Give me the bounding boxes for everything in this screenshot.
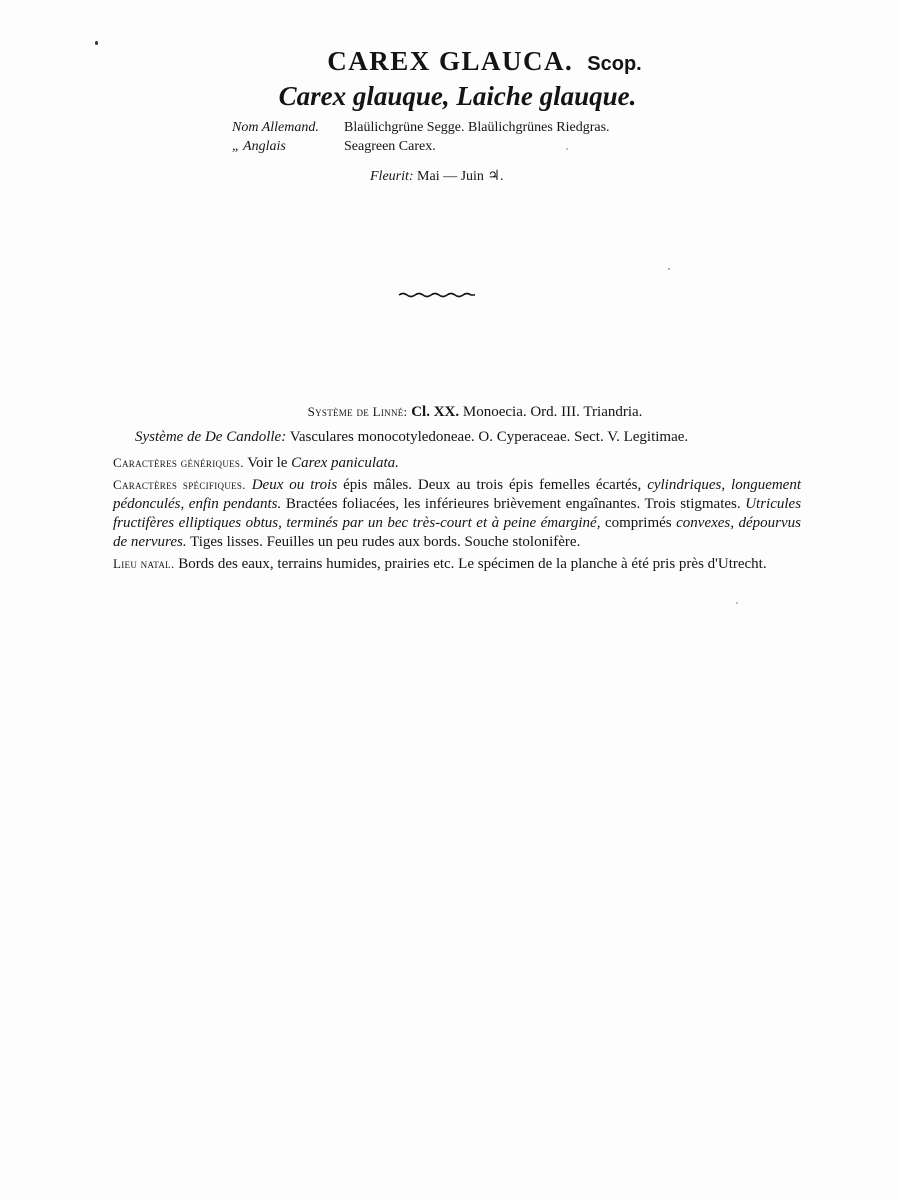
- common-name-label: Nom Allemand.: [232, 120, 319, 135]
- flowering-label: Fleurit:: [370, 169, 414, 184]
- decandolle-value: Vasculares monocotyledoneae. O. Cyperaceae. Sect. V. Legitimae.: [289, 429, 689, 445]
- common-name-value: Blaülichgrüne Segge. Blaülichgrünes Riedgras.: [344, 120, 610, 135]
- scan-speck: [736, 602, 738, 604]
- common-name-row-german: [232, 118, 610, 137]
- habitat-text: Bords des eaux, terrains humides, prairies etc. Le spécimen de la planche à été pris près d'Utrecht.: [178, 556, 767, 572]
- species-title: CAREX GLAUCA.: [327, 46, 574, 76]
- generic-species-ref: Carex paniculata.: [291, 455, 399, 471]
- linne-system: [149, 402, 801, 422]
- common-name-value: Seagreen Carex.: [344, 139, 436, 154]
- decandolle-system: [113, 428, 801, 447]
- common-name-row-english: [232, 137, 610, 156]
- scan-speck: [668, 268, 670, 270]
- specific-label: Caractères spécifiques.: [113, 477, 246, 492]
- habitat-label: Lieu natal.: [113, 556, 175, 571]
- specific-text-italic: cylindriques, longuement pédonculés, enfin pendants.: [113, 477, 802, 512]
- generic-characters: [113, 453, 801, 473]
- species-author: Scop.: [587, 53, 642, 75]
- specific-characters: [113, 475, 801, 552]
- title-line: [0, 46, 899, 77]
- description-body: [113, 402, 801, 574]
- scan-speck: [95, 41, 98, 45]
- linne-order: Monoecia. Ord. III. Triandria.: [462, 404, 643, 420]
- generic-text: Voir le: [247, 455, 288, 471]
- specific-text: Tiges lisses. Feuilles un peu rudes aux bords. Souche stolonifère.: [190, 534, 581, 550]
- ornamental-divider: [398, 291, 476, 299]
- common-names: [232, 118, 610, 156]
- specific-text: épis mâles. Deux au trois épis femelles écartés,: [343, 477, 642, 493]
- linne-label: Système de Linné:: [307, 404, 408, 419]
- specific-text-italic: convexes, dépourvus de nervures.: [113, 515, 801, 550]
- common-name-label: „ Anglais: [232, 139, 286, 154]
- french-name: Carex glauque, Laiche glauque.: [278, 81, 637, 111]
- flowering-period: [370, 168, 504, 185]
- specific-text: Bractées foliacées, les inférieures brièvement engaînantes. Trois stigmates.: [285, 496, 741, 512]
- linne-class: Cl. XX.: [411, 404, 460, 420]
- flowering-value: Mai — Juin ♃.: [417, 169, 504, 184]
- specific-text: comprimés: [604, 515, 672, 531]
- scan-speck: [566, 148, 568, 150]
- specific-text-italic: Deux ou trois: [251, 477, 338, 493]
- specific-text-italic: Utricules fructifères elliptiques obtus, terminés par un bec très-court et à peine émarginé,: [113, 496, 802, 531]
- generic-label: Caractères génériques.: [113, 455, 244, 470]
- habitat: [113, 554, 801, 574]
- decandolle-label: Système de De Candolle:: [135, 429, 287, 445]
